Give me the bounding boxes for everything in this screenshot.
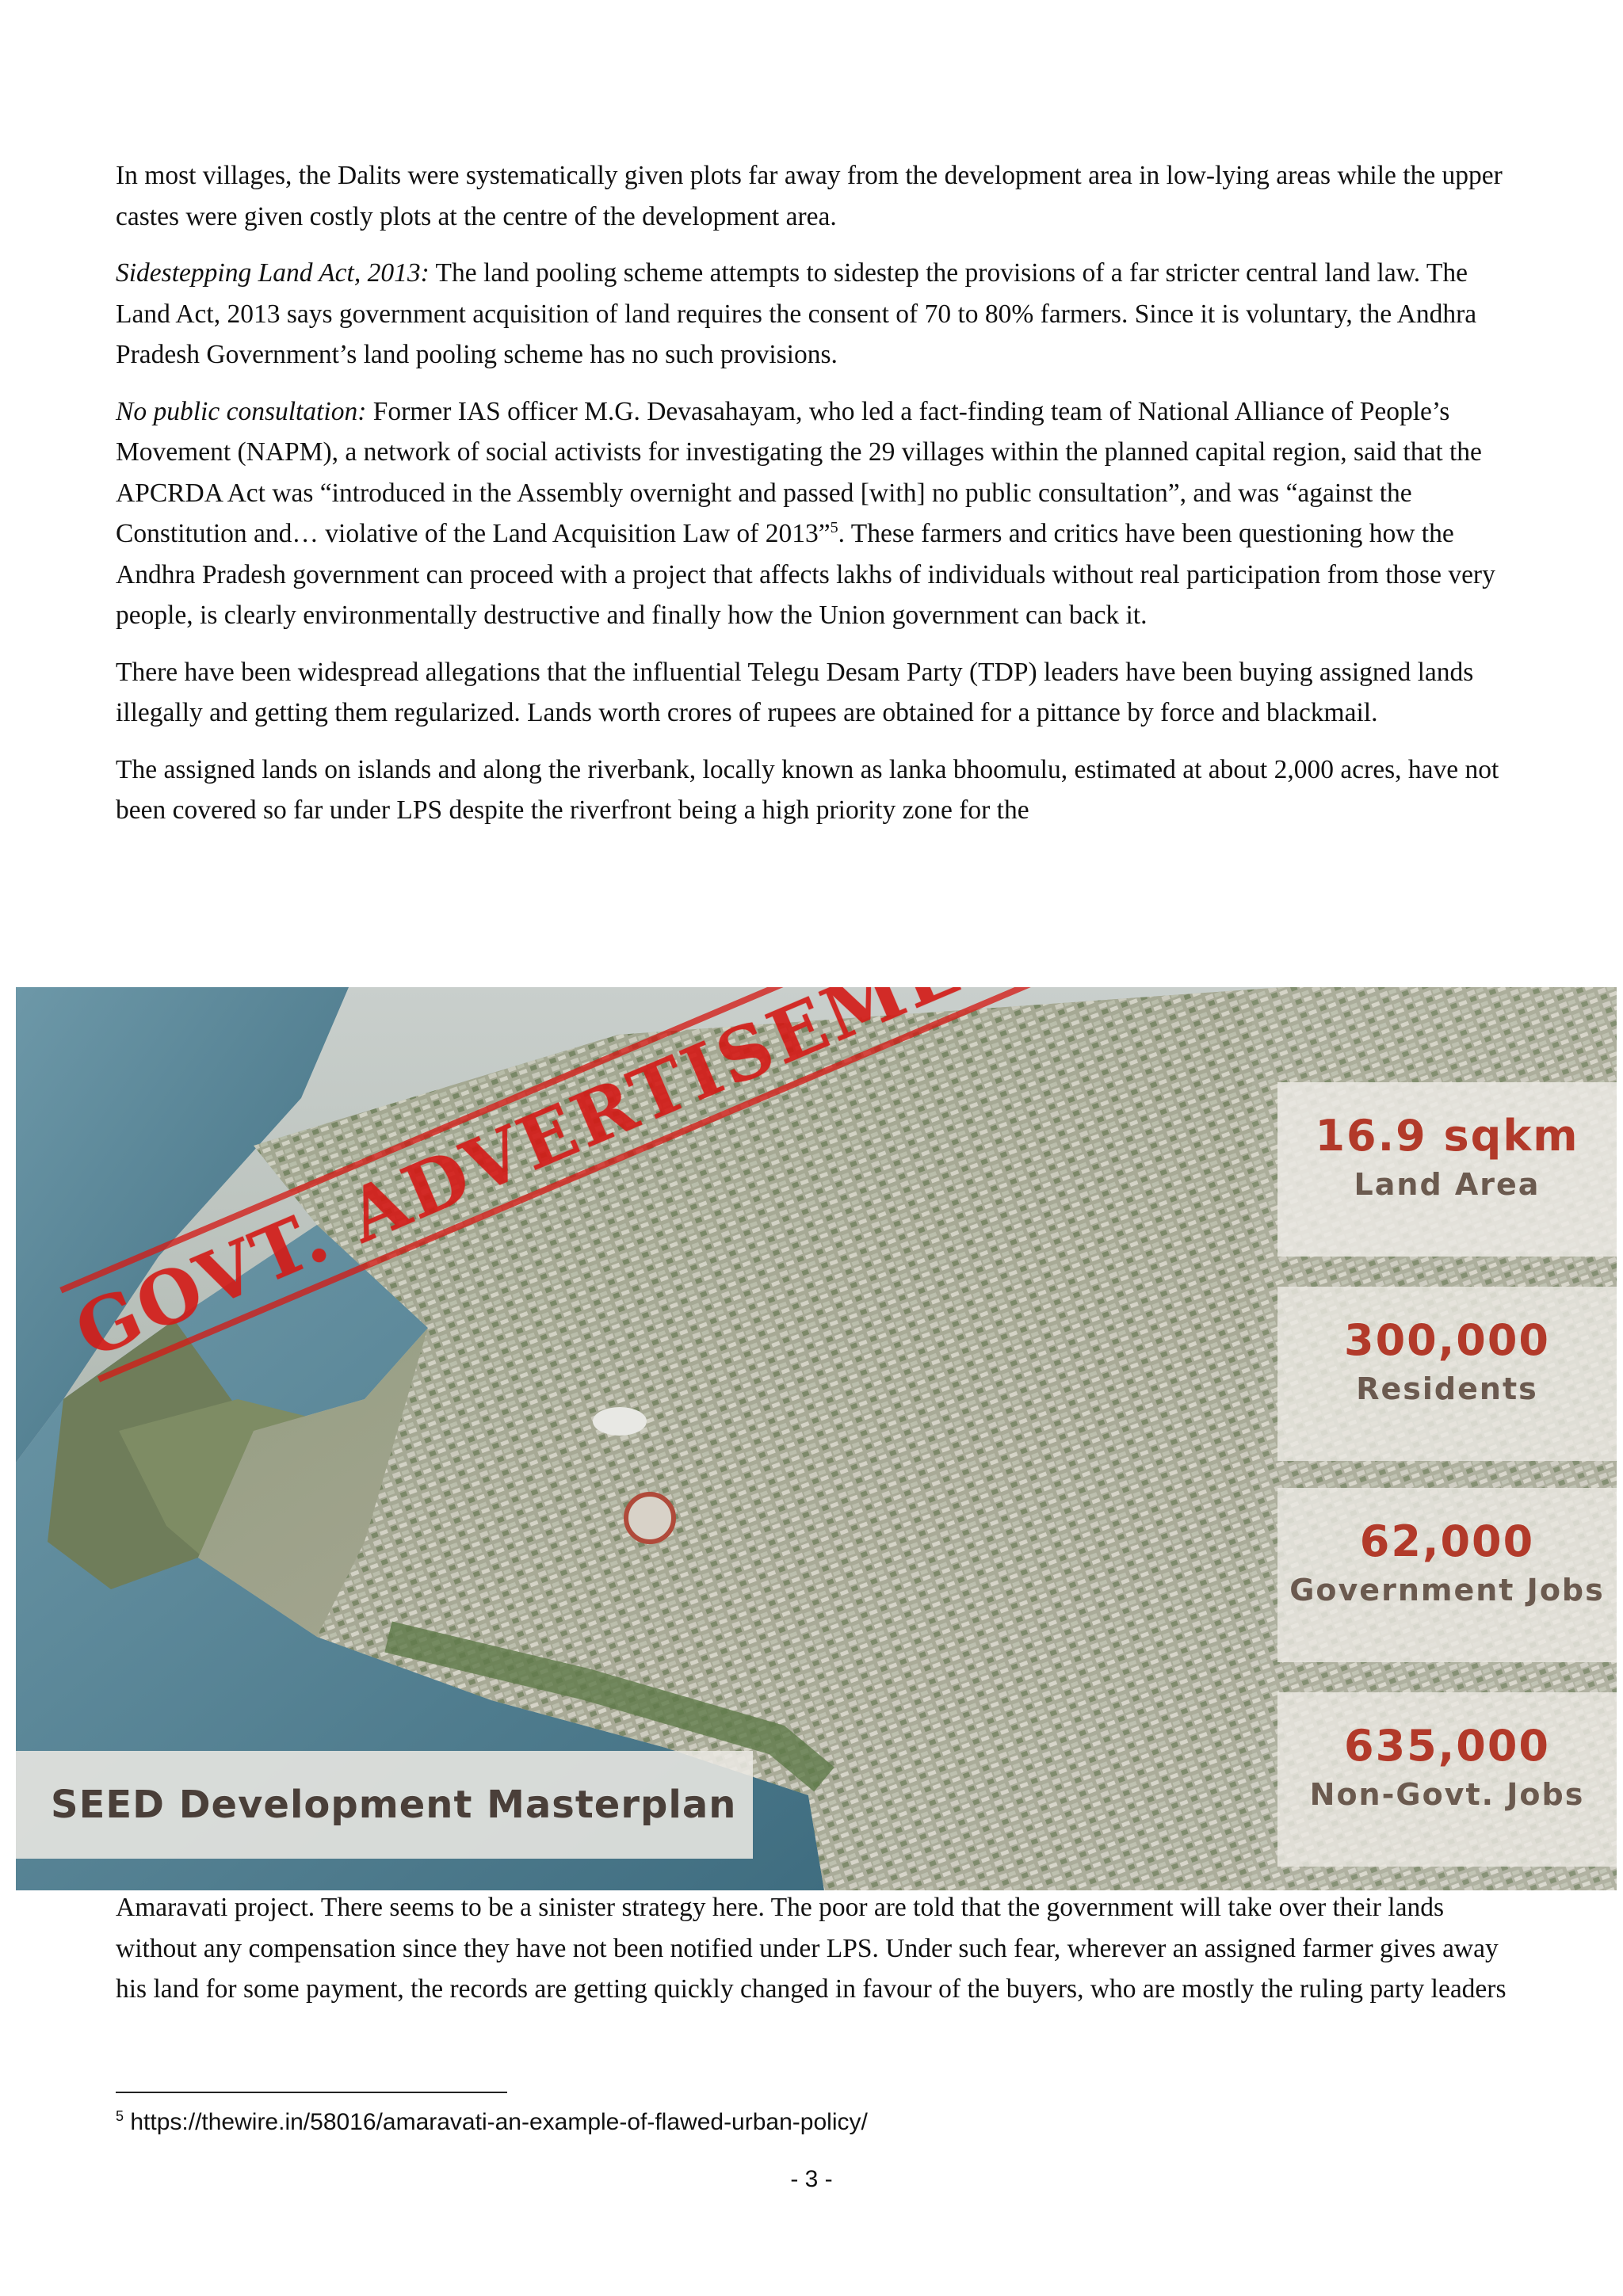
paragraph-text: The assigned lands on islands and along the riverbank, locally known as lanka bhoomulu, estimated at about 2,000 acres, have not been covered so far under LPS despite the riverfront being a high priority zone for the bbox=[116, 754, 1499, 825]
paragraph bbox=[116, 155, 1510, 237]
footnote bbox=[116, 2109, 868, 2136]
stat-label: Land Area bbox=[1354, 1167, 1541, 1202]
paragraph-text: Former IAS officer M.G. Devasahayam, who led a fact-finding team of National Alliance of People’s Movement (NAPM), a network of social activists for investigating the 29 villages within the planned capital region, said that the APCRDA Act was “introduced in the Assembly overnight and passed [with] no public consultation”, and was “against the Constitution and… violative of the Land Acquisition Law of 2013” bbox=[116, 396, 1482, 548]
paragraph bbox=[116, 253, 1510, 376]
stat-value: 16.9 sqkm bbox=[1315, 1111, 1579, 1161]
page-number: - 3 - bbox=[790, 2166, 833, 2192]
paragraph-lead: Sidestepping Land Act, 2013: bbox=[116, 258, 430, 288]
body-text-top bbox=[116, 155, 1510, 847]
footnote-divider bbox=[116, 2092, 507, 2093]
stamp-text: GOVT. bbox=[63, 1192, 343, 1375]
stat-value: 635,000 bbox=[1344, 1721, 1550, 1771]
paragraph: Amaravati project. There seems to be a sinister strategy here. The poor are told that the government will take over their lands without any compensation since they have not been notified under LPS. Under such fear, wherever an assigned farmer gives away his land for some payment, the records are getting quickly changed in favour of the buyers, who are mostly the ruling party leaders bbox=[116, 1893, 1507, 2004]
stat-label: Government Jobs bbox=[1289, 1573, 1605, 1608]
stat-value: 62,000 bbox=[1359, 1516, 1535, 1566]
stat-non-govt-jobs bbox=[1277, 1692, 1617, 1867]
masterplan-caption: SEED Development Masterplan bbox=[16, 1751, 753, 1859]
footnote-ref[interactable]: 5 bbox=[830, 518, 838, 536]
paragraph-lead: No public consultation: bbox=[116, 396, 367, 426]
body-text-bottom bbox=[116, 1887, 1510, 2026]
footnote-number: 5 bbox=[116, 2108, 124, 2124]
paragraph bbox=[116, 391, 1510, 636]
stat-residents bbox=[1277, 1287, 1617, 1461]
paragraph-text: . These farmers and critics have been questioning how the Andhra Pradesh government can proceed with a project that affects lakhs of individuals without real participation from those very people, is clearly environmentally destructive and finally how the Union government can back it. bbox=[116, 519, 1495, 630]
paragraph bbox=[116, 749, 1510, 831]
stat-label: Residents bbox=[1356, 1371, 1538, 1406]
stat-value: 300,000 bbox=[1344, 1315, 1550, 1365]
paragraph-text: There have been widespread allegations that the influential Telegu Desam Party (TDP) leaders have been buying assigned lands illegally and getting them regularized. Lands worth crores of rupees are obtained for a pittance by force and blackmail. bbox=[116, 657, 1474, 727]
paragraph-text: The land pooling scheme attempts to sidestep the provisions of a far stricter central land law. The Land Act, 2013 says government acquisition of land requires the consent of 70 to 80% farmers. Since it is voluntary, the Andhra Pradesh Government’s land pooling scheme has no such provisions. bbox=[116, 258, 1477, 369]
footnote-link[interactable]: https://thewire.in/58016/amaravati-an-example-of-flawed-urban-policy/ bbox=[130, 2109, 868, 2135]
masterplan-image bbox=[16, 987, 1617, 1890]
stat-land-area bbox=[1277, 1082, 1617, 1257]
paragraph-text: In most villages, the Dalits were systematically given plots far away from the development area in low-lying areas while the upper castes were given costly plots at the centre of the development area. bbox=[116, 161, 1503, 231]
stat-label: Non-Govt. Jobs bbox=[1309, 1777, 1585, 1812]
stat-government-jobs bbox=[1277, 1488, 1617, 1662]
paragraph bbox=[116, 652, 1510, 734]
